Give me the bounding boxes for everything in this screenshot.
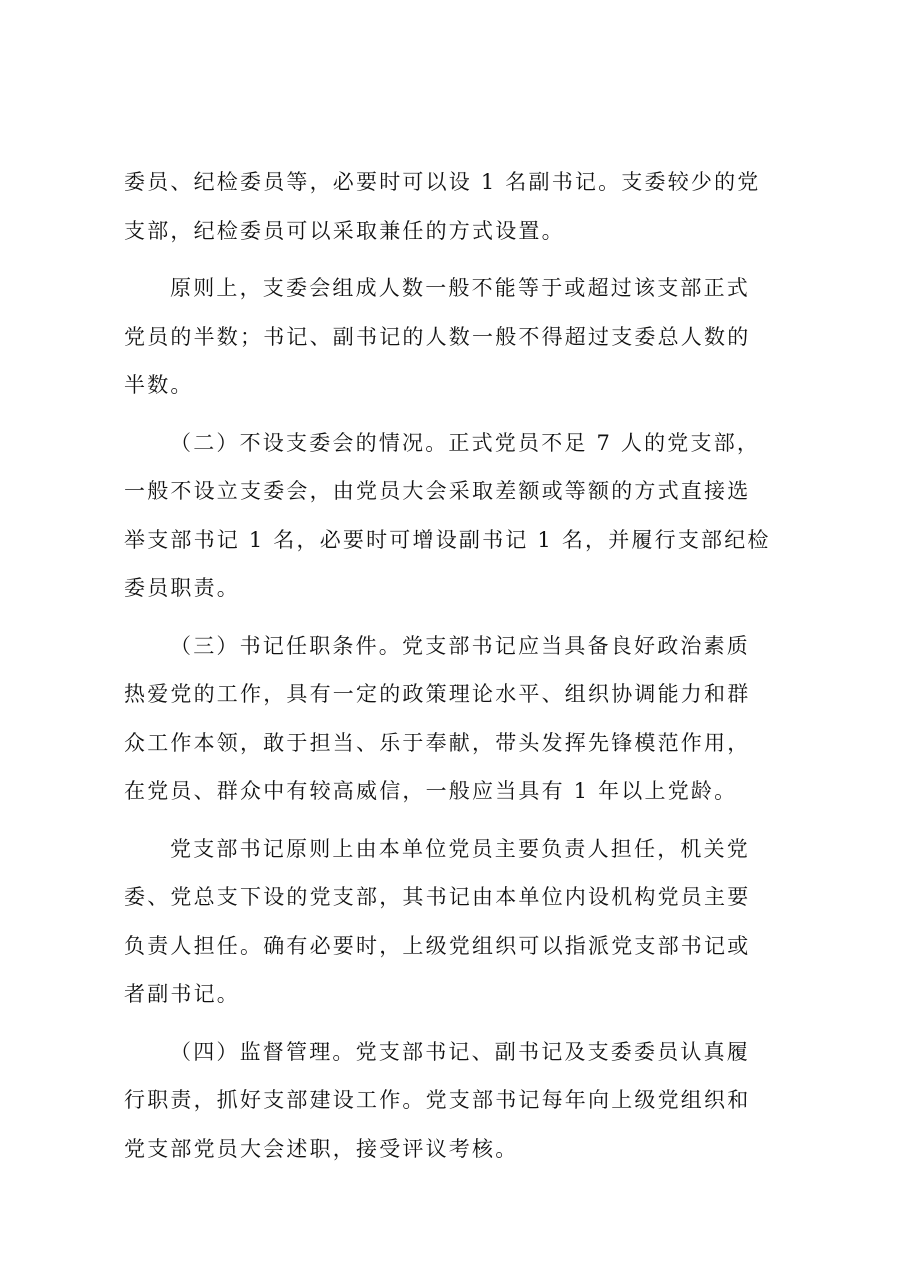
text-line: 党支部党员大会述职，接受评议考核。: [124, 1136, 519, 1161]
text-line: 委、党总支下设的党支部，其书记由本单位内设机构党员主要: [124, 885, 751, 909]
text-line: 委员、纪检委员等，必要时可以设 1 名副书记。支委较少的党: [124, 170, 761, 194]
text-line: 一般不设立支委会，由党员大会采取差额或等额的方式直接选: [124, 479, 751, 503]
text-line: （四）监督管理。党支部书记、副书记及支委委员认真履: [170, 1039, 750, 1064]
paragraph-2: [124, 264, 796, 410]
text-line: （三）书记任职条件。党支部书记应当具备良好政治素质: [170, 633, 750, 658]
text-line: 负责人担任。确有必要时，上级党组织可以指派党支部书记或: [124, 933, 751, 958]
text-line: 原则上，支委会组成人数一般不能等于或超过该支部正式: [170, 276, 750, 300]
text-line: 半数。: [124, 373, 194, 397]
paragraph-5: [124, 825, 796, 1019]
text-line: 者副书记。: [124, 982, 240, 1006]
document-body: [124, 158, 796, 1182]
text-line: 行职责，抓好支部建设工作。党支部书记每年向上级党组织和: [124, 1088, 751, 1112]
paragraph-1: [124, 158, 796, 255]
text-line: 举支部书记 1 名，必要时可增设副书记 1 名，并履行支部纪检: [124, 527, 771, 552]
text-line: 党支部书记原则上由本单位党员主要负责人担任，机关党: [170, 836, 750, 861]
paragraph-6: [124, 1028, 796, 1174]
paragraph-4: [124, 622, 796, 816]
text-line: （二）不设支委会的情况。正式党员不足 7 人的党支部，: [170, 430, 761, 455]
text-line: 党员的半数；书记、副书记的人数一般不得超过支委总人数的: [124, 324, 751, 349]
paragraph-3: [124, 419, 796, 613]
text-line: 委员职责。: [124, 576, 240, 600]
text-line: 支部，纪检委员可以采取兼任的方式设置。: [124, 218, 565, 243]
text-line: 在党员、群众中有较高威信，一般应当具有 1 年以上党龄。: [124, 779, 738, 803]
text-line: 众工作本领，敢于担当、乐于奉献，带头发挥先锋模范作用，: [124, 730, 751, 755]
text-line: 热爱党的工作，具有一定的政策理论水平、组织协调能力和群: [124, 682, 751, 706]
